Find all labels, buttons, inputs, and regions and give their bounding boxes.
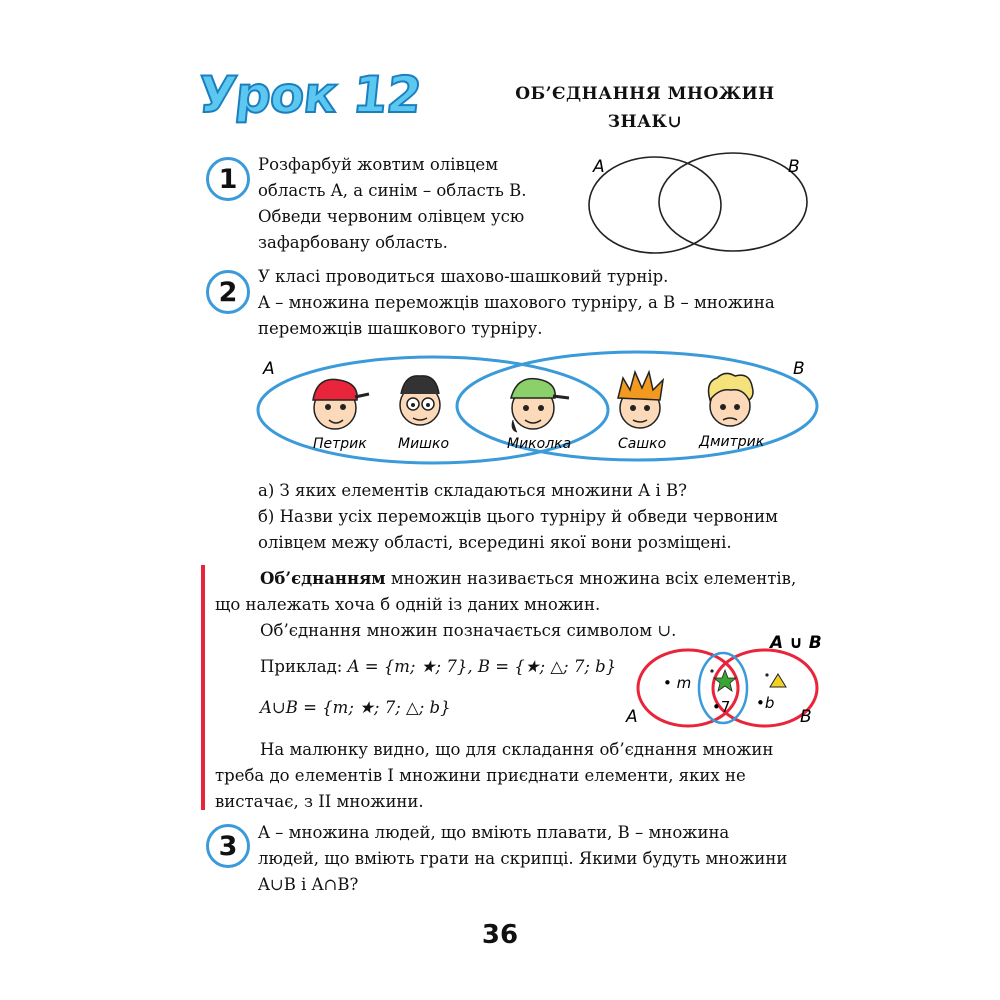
child-name-label: Петрик	[313, 436, 367, 452]
label-a: A	[263, 359, 275, 379]
child-name-label: Мишко	[398, 436, 450, 452]
task-1-line: Розфарбуй жовтим олівцем	[258, 155, 499, 174]
definition-line-1-rest: множин називається множина всіх елементів,	[385, 569, 797, 588]
child-name-label: Миколка	[507, 436, 572, 452]
definition-line-1	[215, 566, 825, 592]
heading-line-2: ЗНАК∪	[607, 112, 683, 132]
task-1-line: Обведи червоним олівцем усю	[258, 207, 525, 226]
task-2-number: 2	[206, 270, 250, 314]
child-mishko-illustration	[400, 376, 440, 425]
task-3-number: 3	[206, 824, 250, 868]
example-union: A∪B = {m; ★; 7; △; b}	[260, 698, 451, 717]
definition-term: Об’єднанням	[260, 569, 386, 588]
task-2-line: A – множина переможців шахового турніру, а B – множина	[258, 293, 775, 312]
task-2-line: переможців шашкового турніру.	[258, 319, 543, 338]
conclusion-line: вистачає, з II множини.	[215, 792, 424, 811]
question-a: а) З яких елементів складаються множини A і B?	[258, 481, 687, 500]
child-dmytryk-illustration	[709, 373, 753, 426]
task-1-text	[258, 152, 568, 256]
label-a: A	[593, 157, 605, 177]
task-3-line: A∪B і A∩B?	[258, 875, 359, 894]
child-mykolka-illustration	[511, 379, 569, 432]
triangle-icon	[770, 674, 786, 687]
page-heading	[500, 80, 790, 136]
conclusion-line: треба до елементів I множини приєднати елементи, яких не	[215, 766, 746, 785]
definition-line-3: Об’єднання множин позначається символом ∪.	[260, 621, 677, 640]
child-name-label: Сашко	[618, 436, 667, 452]
task-1-venn-diagram	[585, 150, 810, 260]
child-name-label: Дмитрик	[699, 434, 765, 450]
lesson-title: Урок 12	[194, 66, 424, 124]
task-1-number: 1	[206, 157, 250, 201]
task-3-line: A – множина людей, що вміють плавати, B – множина	[258, 823, 730, 842]
question-b-line: олівцем межу області, всередині якої вони розміщені.	[258, 533, 732, 552]
example-row	[260, 654, 640, 680]
conclusion-line: На малюнку видно, що для складання об’єднання множин	[260, 740, 774, 759]
definition-red-bar	[201, 565, 205, 810]
task-3-text	[258, 820, 823, 898]
set-a-ellipse	[589, 157, 721, 253]
union-venn-diagram	[620, 628, 825, 733]
label-b: B	[800, 707, 812, 727]
set-b-ellipse	[659, 153, 807, 251]
conclusion-text	[215, 737, 825, 815]
definition-line-2: що належать хоча б одній із даних множин.	[215, 595, 601, 614]
question-b-line: б) Назви усіх переможців цього турніру й обведи червоним	[258, 507, 778, 526]
child-petryk-illustration	[313, 379, 369, 429]
label-b: B	[793, 359, 805, 379]
child-sashko-illustration	[618, 372, 663, 428]
union-title: A ∪ B	[770, 633, 822, 653]
task-2-questions	[258, 478, 823, 556]
task-1-line: зафарбовану область.	[258, 233, 448, 252]
heading-line-1: ОБ’ЄДНАННЯ МНОЖИН	[515, 84, 775, 104]
page-number: 36	[481, 920, 519, 950]
task-3-line: людей, що вміють грати на скрипці. Якими будуть множини	[258, 849, 788, 868]
task-2-venn-diagram	[255, 350, 825, 475]
label-a: A	[626, 707, 638, 727]
example-label: Приклад:	[260, 657, 343, 676]
element-m: • m	[663, 674, 692, 692]
element-7: •7	[712, 698, 731, 716]
example-sets: A = {m; ★; 7}, B = {★; △; 7; b}	[347, 657, 617, 676]
element-b: •b	[756, 694, 775, 712]
task-2-text	[258, 264, 823, 342]
task-1-line: область A, а синім – область B.	[258, 181, 527, 200]
label-b: B	[788, 157, 800, 177]
task-2-line: У класі проводиться шахово-шашковий турнір.	[258, 267, 669, 286]
